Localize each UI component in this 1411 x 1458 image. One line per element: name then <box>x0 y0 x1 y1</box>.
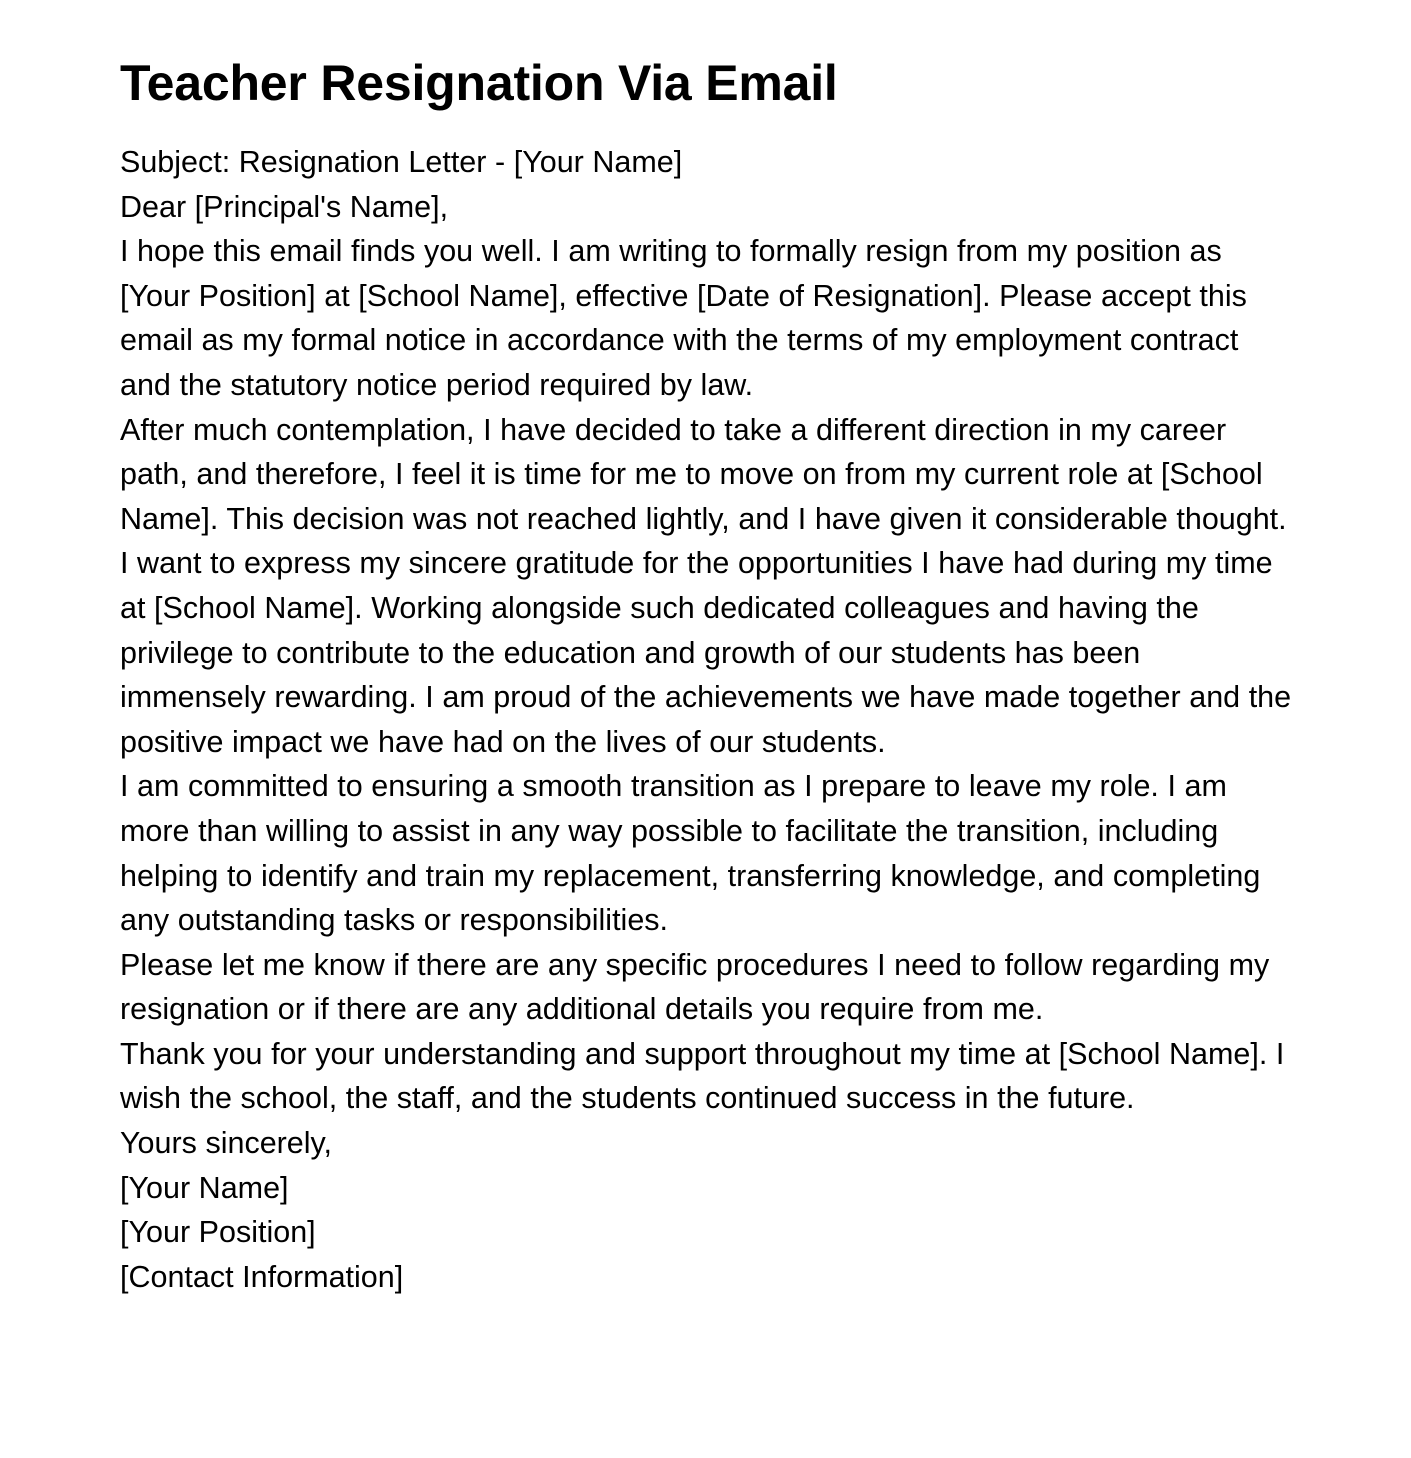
letter-paragraph: After much contemplation, I have decided to take a different direction in my career path, and therefore, I feel it is time for me to move on from my current role at [School Name]. This decision was not reached lightly, and I have given it considerable thought. <box>120 412 1287 536</box>
page-title: Teacher Resignation Via Email <box>120 55 838 111</box>
letter-paragraph: Dear [Principal's Name], <box>120 189 449 224</box>
letter-paragraph: I want to express my sincere gratitude for the opportunities I have had during my time at [School Name]. Working alongside such dedicated colleagues and having the privilege to contribute to the education and growth of our students has been immensely rewarding. I am proud of the achievements we have made together and the positive impact we have had on the lives of our students. <box>120 546 1292 759</box>
letter-paragraph: I am committed to ensuring a smooth transition as I prepare to leave my role. I am more than willing to assist in any way possible to facilitate the transition, including helping to identify and train my replacement, transferring knowledge, and completing any outstanding tasks or responsibilities. <box>120 769 1261 938</box>
letter-closing: Yours sincerely, <box>120 1126 333 1161</box>
letter-paragraph: Please let me know if there are any specific procedures I need to follow regarding my resignation or if there are any additional details you require from me. <box>120 947 1270 1027</box>
signature-position: [Your Position] <box>120 1215 316 1250</box>
letter-paragraph: Thank you for your understanding and support throughout my time at [School Name]. I wish the school, the staff, and the students continued success in the future. <box>120 1036 1285 1116</box>
signature-name: [Your Name] <box>120 1170 289 1205</box>
letter-body <box>120 140 1292 1299</box>
letter-paragraph: I hope this email finds you well. I am writing to formally resign from my position as [Your Position] at [School Name], effective [Date of Resignation]. Please accept this email as my formal notice in accordance with the terms of my employment contract and the statutory notice period required by law. <box>120 234 1247 402</box>
signature-contact: [Contact Information] <box>120 1259 404 1294</box>
letter-paragraph: Subject: Resignation Letter - [Your Name] <box>120 145 683 179</box>
